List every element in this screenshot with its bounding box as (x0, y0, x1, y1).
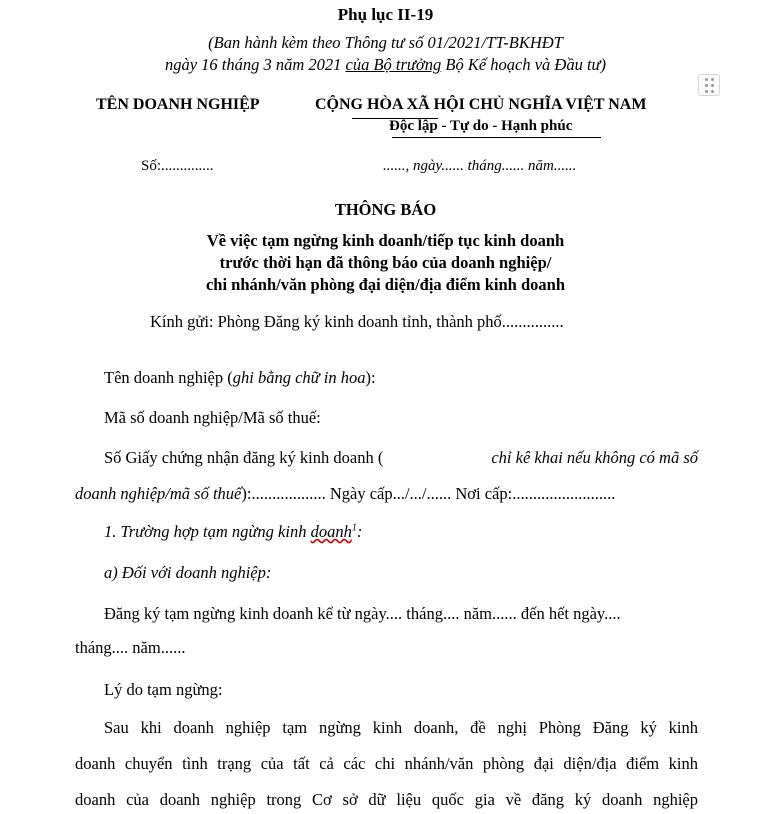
case-label: 1. Trường hợp tạm ngừng kinh (104, 522, 311, 541)
national-motto: Độc lập - Tự do - Hạnh phúc (389, 118, 573, 134)
field-hint: ghi bằng chữ in hoa (232, 368, 366, 387)
suspension-reason: Lý do tạm ngừng: (104, 680, 223, 699)
decree-reference-line2 (0, 55, 771, 75)
after-suspension-line1 (104, 718, 698, 738)
nation-header: CỘNG HÒA XÃ HỘI CHỦ NGHĨA VIỆT NAM (315, 96, 647, 113)
case-colon: : (356, 522, 363, 541)
certificate-issue-details: ):.................. Ngày cấp.../.../...... Nơi cấp:......................... (241, 484, 616, 503)
field-colon: ): (365, 368, 376, 387)
notice-title: THÔNG BÁO (334, 200, 437, 219)
decree-date: ngày 16 tháng 3 năm 2021 (164, 55, 346, 74)
after-suspension-line3 (75, 790, 698, 810)
footnote-marker[interactable]: 1 (351, 522, 357, 534)
drag-handle-icon[interactable] (698, 74, 720, 96)
document-number: Số:.............. (141, 158, 214, 174)
decree-authority: của Bộ trưởng (345, 55, 442, 74)
decree-reference-line1: (Ban hành kèm theo Thông tư số 01/2021/TT-BKHĐT (208, 33, 563, 52)
document-date: ......, ngày...... tháng...... năm...... (383, 158, 577, 174)
suspension-period-line2: tháng.... năm...... (75, 638, 186, 657)
case1-heading (104, 522, 362, 542)
motto-underline (392, 137, 601, 138)
field-label: Số Giấy chứng nhận đăng ký kinh doanh ( (104, 448, 384, 467)
case1a-heading: a) Đối với doanh nghiệp: (104, 563, 272, 582)
decree-ministry: Bộ Kế hoạch và Đầu tư) (441, 55, 607, 74)
after-suspension-line2 (75, 754, 698, 774)
spellcheck-word: doanh (310, 522, 352, 541)
notice-subject-line3: chi nhánh/văn phòng đại diện/địa điểm kinh doanh (205, 275, 566, 294)
recipient-line: Kính gửi: Phòng Đăng ký kinh doanh tỉnh, thành phố............... (150, 312, 564, 331)
suspension-text: Đăng ký tạm ngừng kinh doanh kể từ ngày.... tháng.... năm...... đến hết ngày.... (104, 604, 621, 623)
certificate-field-line2 (75, 484, 615, 504)
field-hint: chỉ kê khai nếu không có mã số (491, 448, 698, 467)
notice-subject-line2: trước thời hạn đã thông báo của doanh nghiệp/ (219, 253, 552, 272)
certificate-field-line1 (104, 448, 698, 468)
company-name-header: TÊN DOANH NGHIỆP (96, 96, 260, 113)
paragraph-text: Sau khi doanh nghiệp tạm ngừng kinh doanh, đề nghị Phòng Đăng ký kinh (104, 718, 698, 737)
paragraph-text: doanh chuyển tình trạng của tất cả các chi nhánh/văn phòng đại diện/địa điểm kinh (75, 754, 698, 773)
appendix-title: Phụ lục II-19 (337, 5, 434, 24)
field-label: Tên doanh nghiệp ( (104, 368, 233, 387)
company-name-field (104, 368, 376, 388)
notice-subject-line1: Về việc tạm ngừng kinh doanh/tiếp tục kinh doanh (206, 231, 565, 250)
suspension-period-line1 (104, 604, 698, 624)
field-hint: doanh nghiệp/mã số thuế (75, 484, 242, 503)
paragraph-text: doanh của doanh nghiệp trong Cơ sở dữ liệu quốc gia về đăng ký doanh nghiệp (75, 790, 698, 809)
tax-code-field: Mã số doanh nghiệp/Mã số thuế: (104, 408, 321, 427)
